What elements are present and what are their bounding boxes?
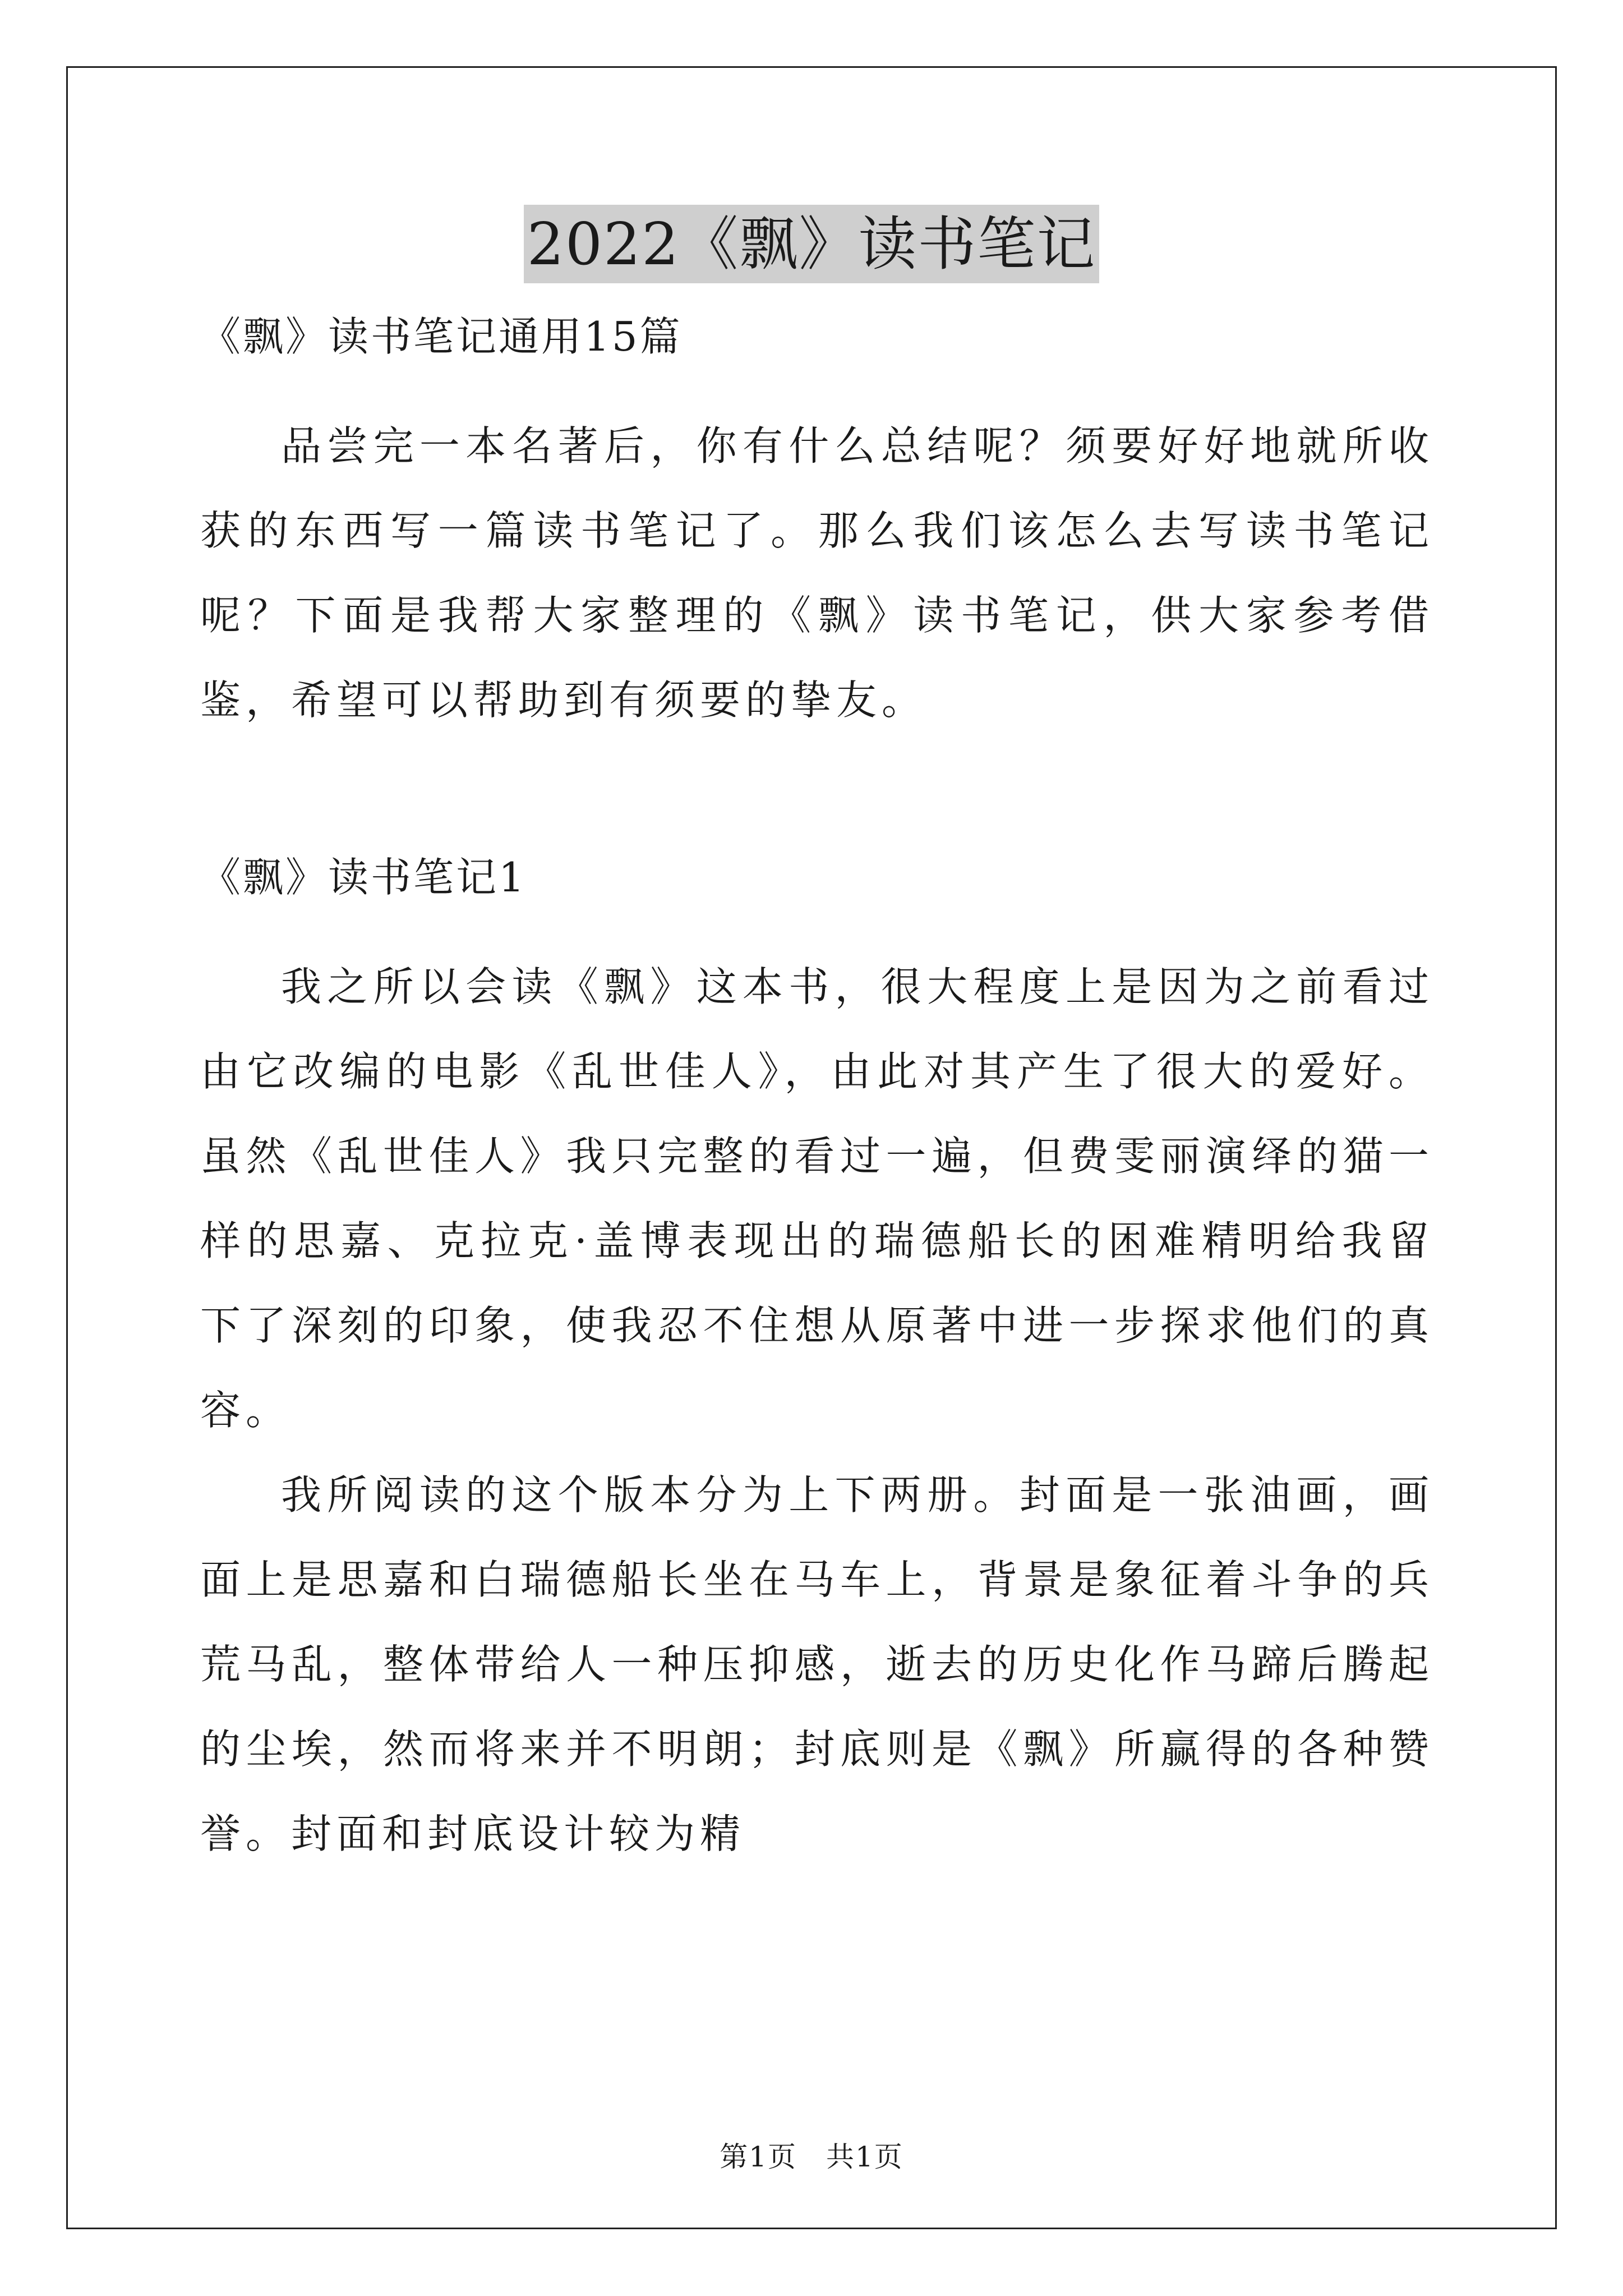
title-container bbox=[0, 205, 1623, 283]
page-number-footer: 第1页 共1页 bbox=[720, 2141, 903, 2173]
document-title: 2022《飘》读书笔记 bbox=[524, 205, 1100, 283]
body-paragraph: 我之所以会读《飘》这本书，很大程度上是因为之前看过由它改编的电影《乱世佳人》，由此对其产生了很大的爱好。虽然《乱世佳人》我只完整的看过一遍，但费雯丽演绎的猫一样的思嘉、克拉克·盖博表现出的瑞德船长的困难精明给我留下了深刻的印象，使我忍不住想从原著中进一步探求他们的真容。 bbox=[200, 963, 1434, 1434]
section-heading: 《飘》读书笔记1 bbox=[200, 854, 527, 901]
section-heading: 《飘》读书笔记通用15篇 bbox=[200, 313, 683, 360]
body-paragraph: 品尝完一本名著后，你有什么总结呢？须要好好地就所收获的东西写一篇读书笔记了。那么我们该怎么去写读书笔记呢？下面是我帮大家整理的《飘》读书笔记，供大家参考借鉴，希望可以帮助到有须要的挚友。 bbox=[200, 422, 1434, 724]
document-body bbox=[200, 309, 1434, 1876]
body-paragraph: 我所阅读的这个版本分为上下两册。封面是一张油画，画面上是思嘉和白瑞德船长坐在马车上，背景是象征着斗争的兵荒马乱，整体带给人一种压抑感，逝去的历史化作马蹄后腾起的尘埃，然而将来并不明朗；封底则是《飘》所赢得的各种赞誉。封面和封底设计较为精 bbox=[200, 1471, 1434, 1857]
